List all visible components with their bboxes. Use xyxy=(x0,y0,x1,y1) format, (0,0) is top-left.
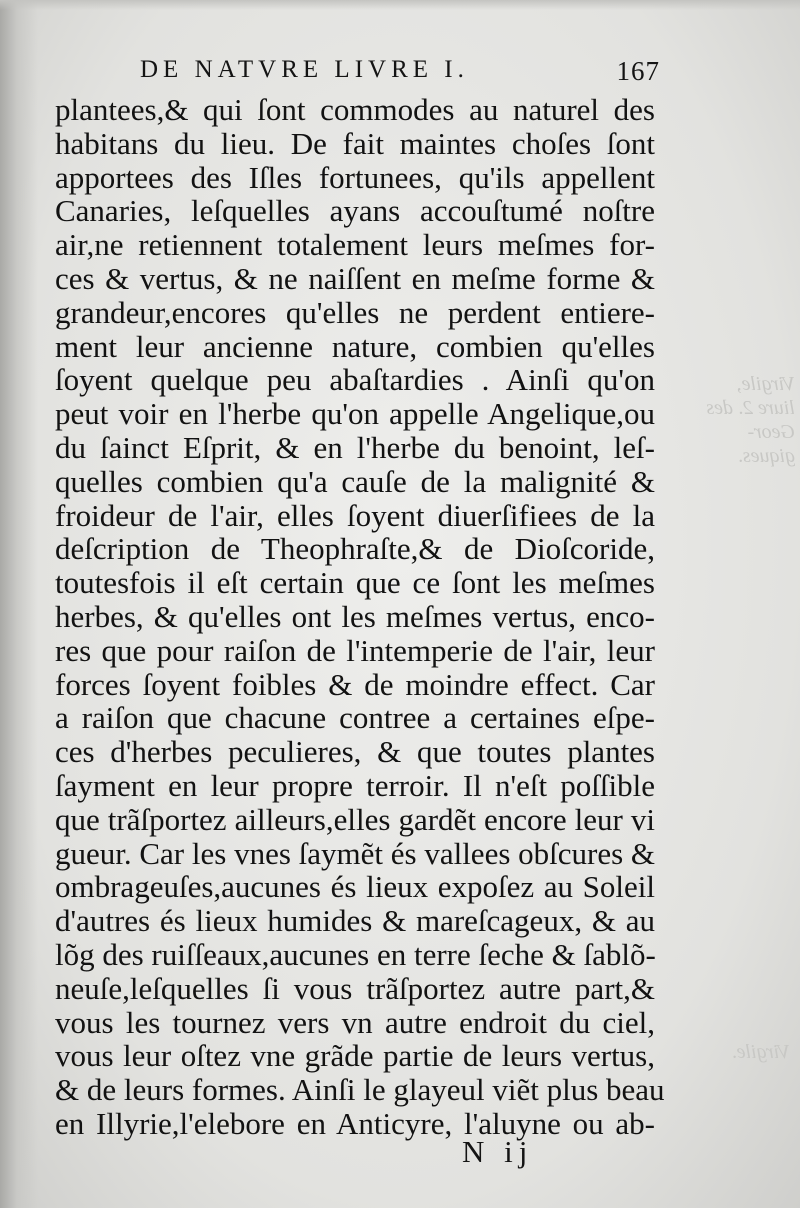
signature-mark: N ij xyxy=(462,1134,534,1169)
running-head xyxy=(140,56,660,90)
page-number: 167 xyxy=(616,56,660,86)
text-line: ſoyent quelque peu abaſtardies . Ainſi qu'on xyxy=(55,362,655,398)
text-line: vous leur oſtez vne grãde partie de leurs vertus, xyxy=(55,1038,655,1074)
text-line: d'autres és lieux humides & mareſcageux, & au xyxy=(55,903,655,939)
body-text xyxy=(55,92,665,1141)
text-line: Canaries, leſquelles ayans accouſtumé noſtre xyxy=(55,193,655,229)
gutter-shadow xyxy=(0,0,38,1208)
text-line: herbes, & qu'elles ont les meſmes vertus, enco- xyxy=(55,598,655,634)
text-line: grandeur,encores qu'elles ne perdent entiere- xyxy=(55,294,655,330)
text-line: en Illyrie,l'elebore en Anticyre, l'aluyne ou ab- xyxy=(55,1105,655,1141)
text-line: apportees des Iſles fortunees, qu'ils appellent xyxy=(55,159,655,195)
text-line: ombrageuſes,aucunes és lieux expoſez au Soleil xyxy=(55,869,655,905)
text-line: a raiſon que chacune contree a certaines eſpe- xyxy=(55,700,655,736)
text-line: gueur. Car les vnes ſaymẽt és vallees obſcures & xyxy=(55,835,656,871)
show-through-margin-note-lower: Virgile. xyxy=(731,1041,790,1063)
text-line: air,ne retiennent totalement leurs meſmes for- xyxy=(55,227,655,263)
text-line: neuſe,leſquelles ſi vous trãſportez autre part,& xyxy=(55,970,655,1006)
text-line: que trãſportez ailleurs,elles gardẽt encore leur vi xyxy=(55,801,655,837)
text-line: forces ſoyent foibles & de moindre effect. Car xyxy=(55,666,655,702)
text-line: quelles combien qu'a cauſe de la malignité & xyxy=(55,463,655,499)
text-line: ment leur ancienne nature, combien qu'elles xyxy=(55,328,655,364)
text-line: plantees,& qui ſont commodes au naturel des xyxy=(55,92,655,127)
text-line: & de leurs formes. Ainſi le glayeul viẽt plus beau xyxy=(55,1072,665,1108)
text-line: froideur de l'air, elles ſoyent diuerſifiees de la xyxy=(55,497,655,533)
show-through-margin-note: Virgile, liure 2. des Geor- giques. xyxy=(706,373,795,467)
text-line: ſayment en leur propre terroir. Il n'eſt poſſible xyxy=(55,767,655,803)
text-line: ces d'herbes peculieres, & que toutes plantes xyxy=(55,734,655,770)
text-line: ces & vertus, & ne naiſſent en meſme forme & xyxy=(55,260,655,296)
text-line: habitans du lieu. De fait maintes choſes ſont xyxy=(55,125,655,161)
running-head-title: DE NATVRE LIVRE I. xyxy=(140,56,469,83)
text-line: toutesfois il eſt certain que ce ſont les meſmes xyxy=(55,565,655,601)
text-line: vous les tournez vers vn autre endroit du ciel, xyxy=(55,1004,655,1040)
page-top-edge xyxy=(0,0,800,10)
text-line: res que pour raiſon de l'intemperie de l'air, leur xyxy=(55,632,655,668)
text-line: lõg des ruiſſeaux,aucunes en terre ſeche & ſablõ- xyxy=(55,936,656,972)
text-line: du ſainct Eſprit, & en l'herbe du benoint, leſ- xyxy=(55,429,655,465)
text-line: peut voir en l'herbe qu'on appelle Angelique,ou xyxy=(55,396,655,432)
text-line: deſcription de Theophraſte,& de Dioſcoride, xyxy=(55,531,655,567)
